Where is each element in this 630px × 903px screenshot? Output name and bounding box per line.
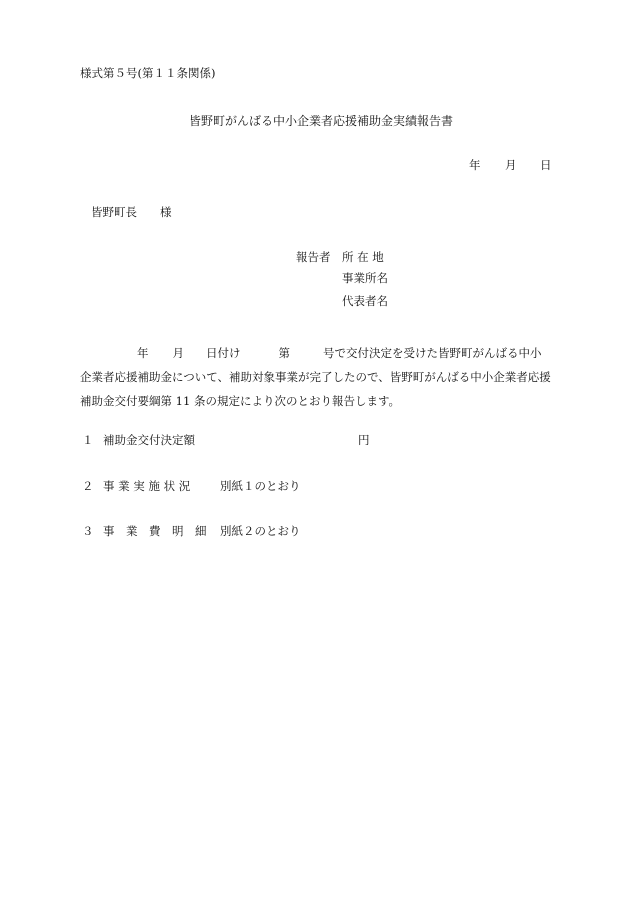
document-title: 皆野町がんばる中小企業者応援補助金実績報告書: [189, 114, 454, 128]
addressee-honorific: 様: [160, 205, 172, 219]
body-line-2: 企業者応援補助金について、補助対象事業が完了したので、皆野町がんばる中小企業者応援: [80, 370, 551, 384]
date-day-label: 日: [540, 158, 552, 172]
item-3-number: ３: [82, 524, 94, 538]
item-1-label: 補助金交付決定額: [103, 433, 195, 447]
item-1-value: 円: [358, 433, 370, 447]
date-year-label: 年: [469, 158, 481, 172]
body-month-label: 月: [172, 346, 184, 360]
body-year-label: 年: [137, 346, 149, 360]
reporter-representative-label: 代表者名: [342, 294, 388, 308]
item-2-value: 別紙１のとおり: [220, 479, 301, 493]
item-3-value: 別紙２のとおり: [220, 524, 301, 538]
item-3-label: 事 業 費 明 細: [103, 524, 207, 538]
body-line-1-text: 号で交付決定を受けた皆野町がんばる中小: [323, 346, 542, 360]
item-2-number: ２: [82, 479, 94, 493]
reporter-label: 報告者: [296, 250, 331, 264]
form-number: 様式第５号(第１１条関係): [80, 66, 216, 80]
reporter-address-label: 所 在 地: [342, 250, 384, 264]
reporter-office-label: 事業所名: [342, 271, 388, 285]
body-line-1: [80, 341, 565, 365]
body-number-prefix: 第: [278, 346, 290, 360]
body-paragraph: [80, 341, 565, 413]
addressee-name: 皆野町長: [91, 205, 137, 219]
item-2-label: 事 業 実 施 状 況: [103, 479, 191, 493]
body-dated-label: 日付け: [206, 346, 241, 360]
item-1-number: １: [82, 433, 94, 447]
date-month-label: 月: [505, 158, 517, 172]
body-line-3: 補助金交付要綱第 11 条の規定により次のとおり報告します。: [80, 394, 401, 408]
